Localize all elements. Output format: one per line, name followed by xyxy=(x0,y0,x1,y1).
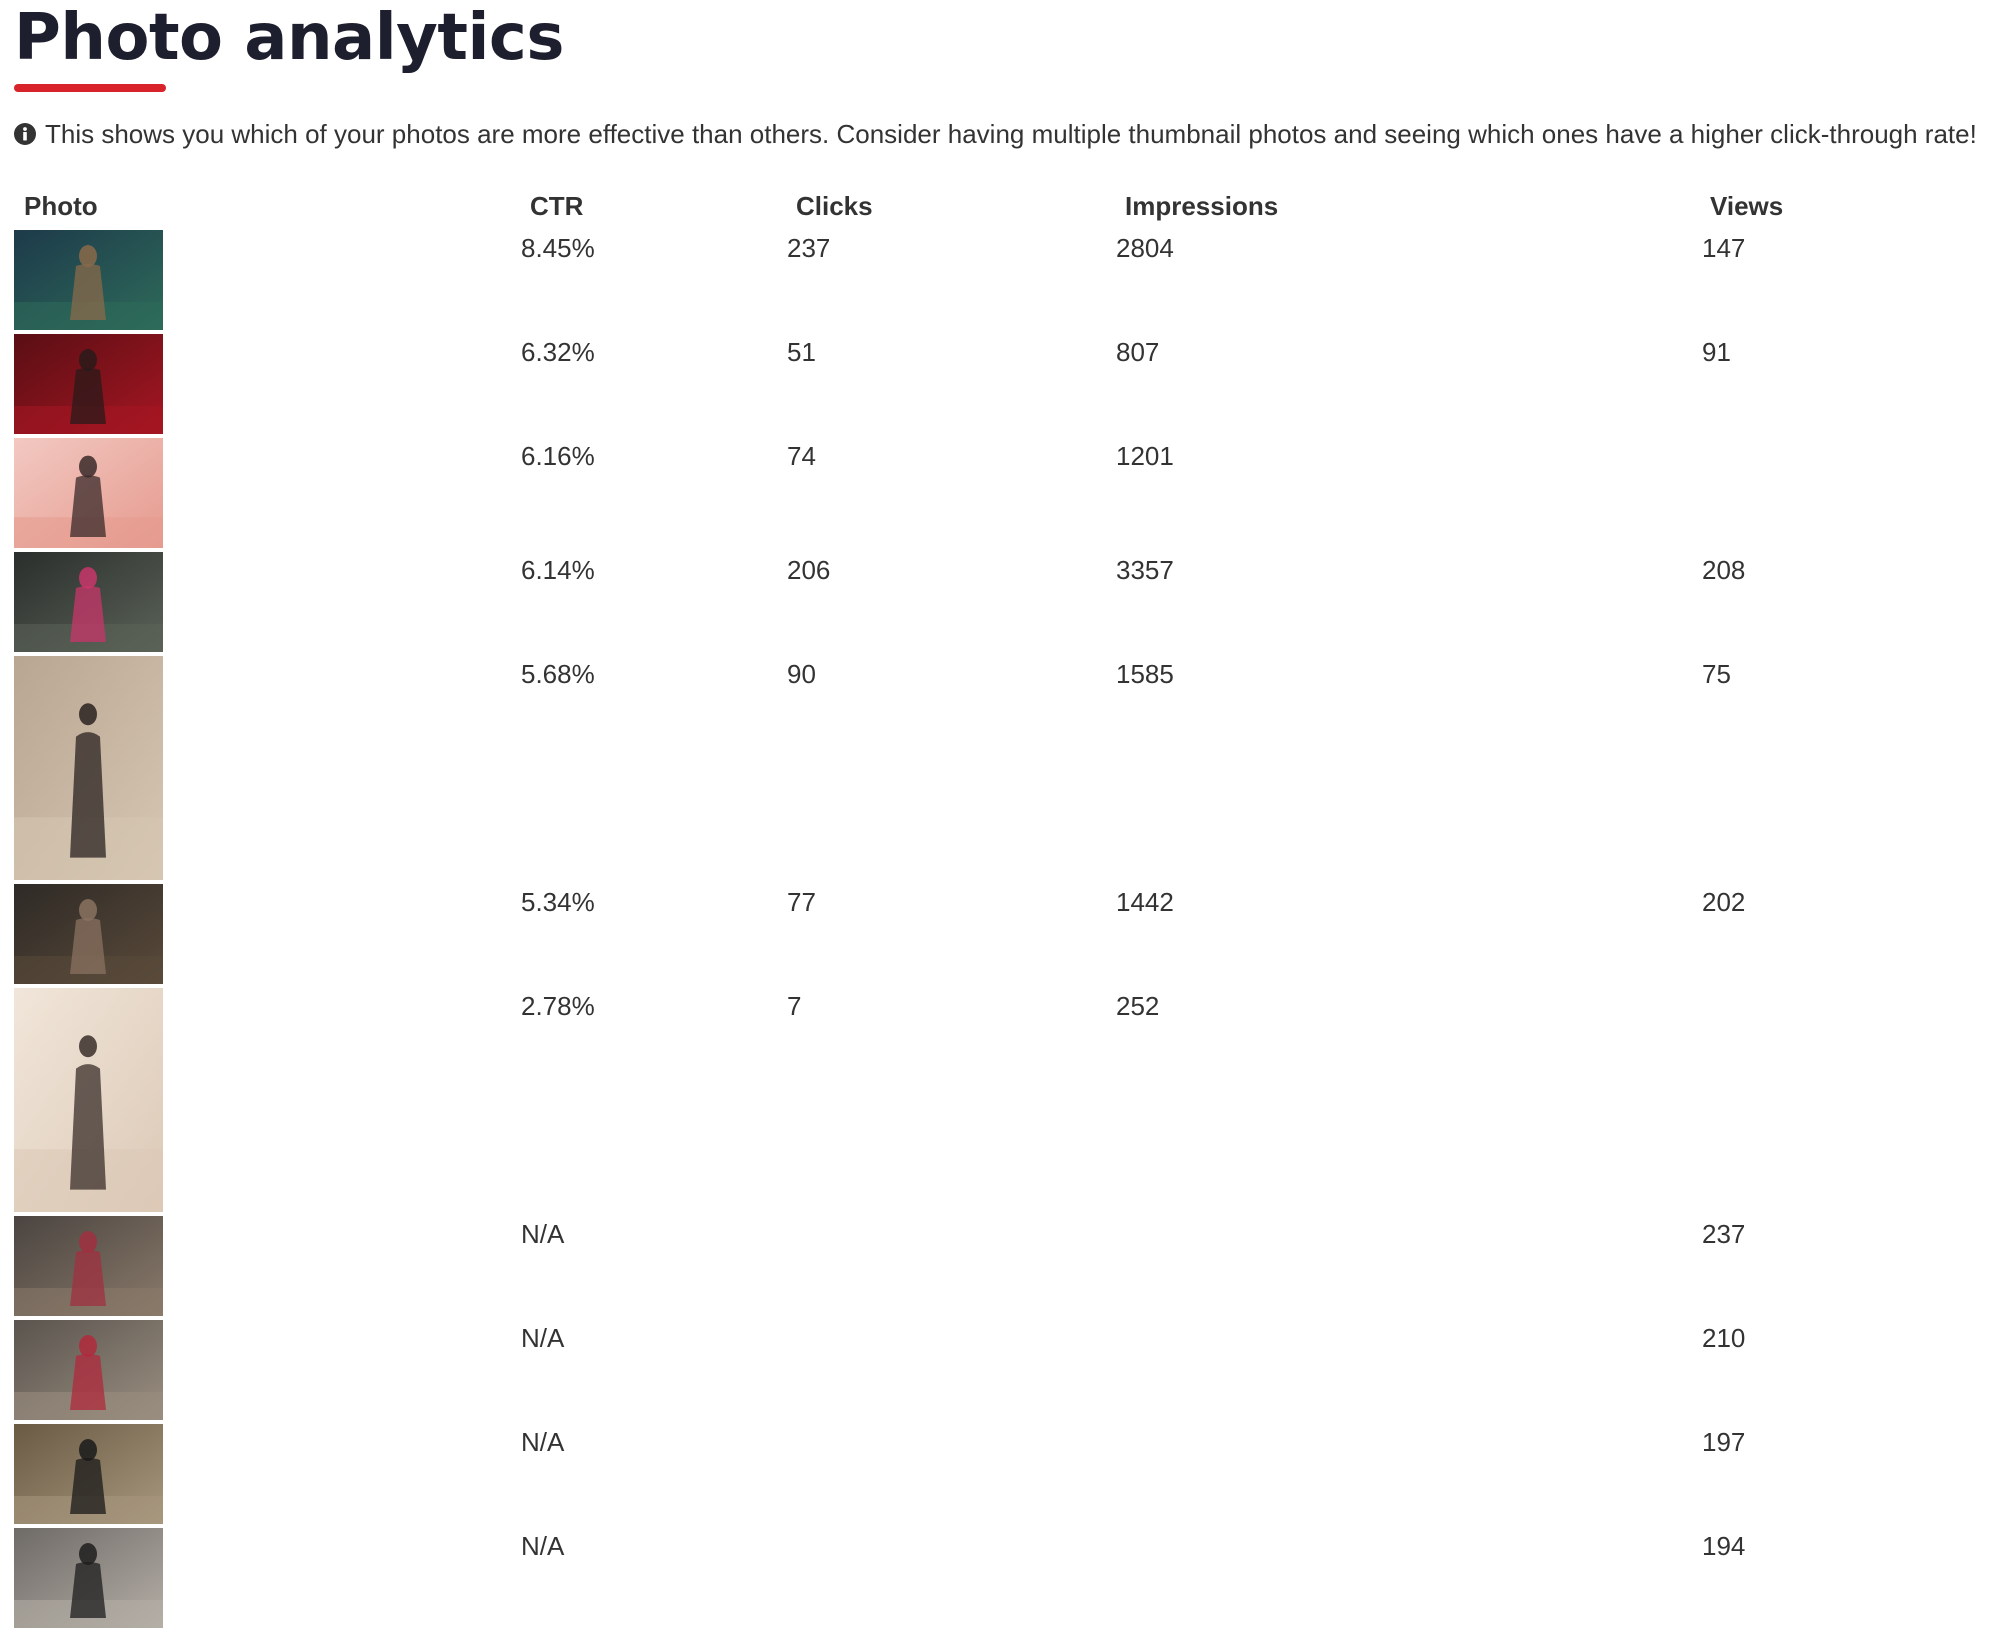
photo-thumbnail-image xyxy=(14,334,163,434)
impressions-value: 1585 xyxy=(1116,659,1174,689)
views-value: 147 xyxy=(1702,233,1746,263)
ctr-value: 8.45% xyxy=(521,233,595,263)
impressions-value: 1201 xyxy=(1116,441,1174,471)
photo-thumbnail[interactable] xyxy=(14,656,163,880)
table-row xyxy=(0,1320,2000,1420)
ctr-value: 6.14% xyxy=(521,555,595,585)
table-row xyxy=(0,656,2000,880)
photo-thumbnail[interactable] xyxy=(14,1528,163,1628)
column-header-impressions[interactable]: Impressions xyxy=(1125,191,1279,221)
photo-thumbnail[interactable] xyxy=(14,334,163,434)
info-circle-icon xyxy=(14,123,36,145)
ctr-value: N/A xyxy=(521,1427,565,1457)
views-value: 75 xyxy=(1702,659,1731,689)
impressions-value: 807 xyxy=(1116,337,1160,367)
ctr-value: N/A xyxy=(521,1531,565,1561)
views-value: 197 xyxy=(1702,1427,1746,1457)
photo-thumbnail[interactable] xyxy=(14,884,163,984)
impressions-value: 2804 xyxy=(1116,233,1174,263)
photo-thumbnail[interactable] xyxy=(14,1320,163,1420)
page-title: Photo analytics xyxy=(14,1,564,75)
photo-thumbnail[interactable] xyxy=(14,1216,163,1316)
table-row xyxy=(0,1424,2000,1524)
photo-thumbnail-image xyxy=(14,1320,163,1420)
impressions-value: 1442 xyxy=(1116,887,1174,917)
table-row xyxy=(0,230,2000,330)
impressions-value: 3357 xyxy=(1116,555,1174,585)
views-value: 208 xyxy=(1702,555,1746,585)
views-value: 210 xyxy=(1702,1323,1746,1353)
table-row xyxy=(0,988,2000,1212)
photo-thumbnail-image xyxy=(14,1528,163,1628)
ctr-value: 5.34% xyxy=(521,887,595,917)
views-value: 202 xyxy=(1702,887,1746,917)
column-header-clicks[interactable]: Clicks xyxy=(796,191,873,221)
column-header-views[interactable]: Views xyxy=(1710,191,1784,221)
clicks-value: 7 xyxy=(787,991,802,1021)
ctr-value: 6.32% xyxy=(521,337,595,367)
ctr-value: N/A xyxy=(521,1219,565,1249)
clicks-value: 77 xyxy=(787,887,816,917)
photo-thumbnail[interactable] xyxy=(14,1424,163,1524)
photo-thumbnail[interactable] xyxy=(14,438,163,548)
photo-thumbnail-image xyxy=(14,988,163,1212)
column-header-photo[interactable]: Photo xyxy=(24,191,98,221)
photo-thumbnail-image xyxy=(14,884,163,984)
photo-thumbnail-image xyxy=(14,230,163,330)
table-row xyxy=(0,884,2000,984)
table-row xyxy=(0,1528,2000,1628)
photo-thumbnail-image xyxy=(14,552,163,652)
info-message xyxy=(14,116,1977,152)
photo-thumbnail[interactable] xyxy=(14,230,163,330)
clicks-value: 237 xyxy=(787,233,831,263)
impressions-value: 252 xyxy=(1116,991,1160,1021)
photo-thumbnail-image xyxy=(14,656,163,880)
column-header-ctr[interactable]: CTR xyxy=(530,191,584,221)
ctr-value: 2.78% xyxy=(521,991,595,1021)
title-underline xyxy=(14,84,166,92)
views-value: 194 xyxy=(1702,1531,1746,1561)
table-row xyxy=(0,334,2000,434)
clicks-value: 51 xyxy=(787,337,816,367)
ctr-value: N/A xyxy=(521,1323,565,1353)
info-text: This shows you which of your photos are more effective than others. Consider having multiple thumbnail photos and seeing which ones have a higher click-through rate! xyxy=(45,119,1977,149)
ctr-value: 5.68% xyxy=(521,659,595,689)
clicks-value: 206 xyxy=(787,555,831,585)
clicks-value: 90 xyxy=(787,659,816,689)
views-value: 237 xyxy=(1702,1219,1746,1249)
photo-thumbnail-image xyxy=(14,1216,163,1316)
photo-thumbnail[interactable] xyxy=(14,552,163,652)
photo-thumbnail-image xyxy=(14,438,163,548)
ctr-value: 6.16% xyxy=(521,441,595,471)
photo-thumbnail[interactable] xyxy=(14,988,163,1212)
table-row xyxy=(0,438,2000,548)
photo-thumbnail-image xyxy=(14,1424,163,1524)
table-row xyxy=(0,552,2000,652)
clicks-value: 74 xyxy=(787,441,816,471)
table-row xyxy=(0,1216,2000,1316)
views-value: 91 xyxy=(1702,337,1731,367)
